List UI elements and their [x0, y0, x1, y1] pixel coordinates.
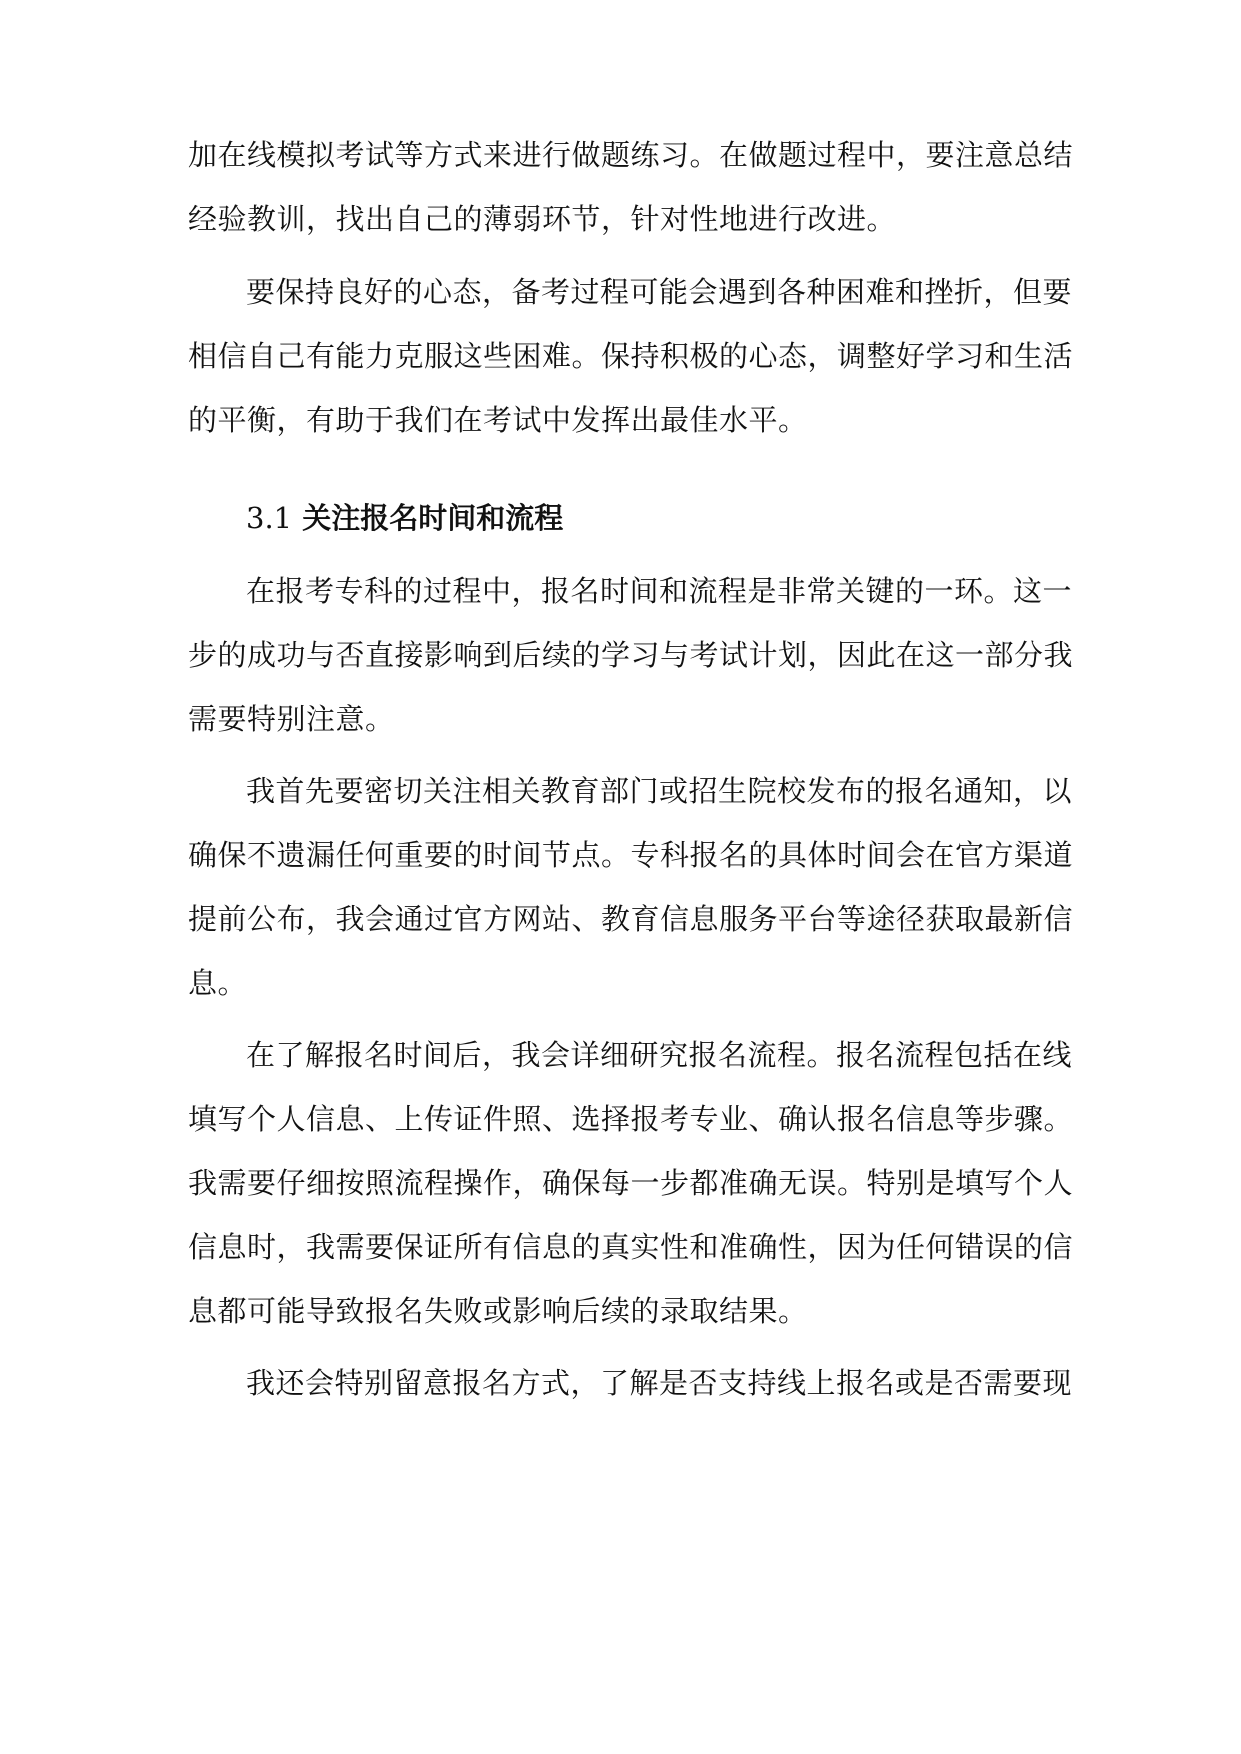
paragraph-line: 需要特别注意。 [188, 702, 395, 736]
paragraph-line: 的平衡，有助于我们在考试中发挥出最佳水平。 [188, 403, 808, 437]
section-number: 3.1 [246, 501, 293, 535]
paragraph-line: 我还会特别留意报名方式，了解是否支持线上报名或是否需要现 [246, 1366, 1073, 1400]
paragraph-line: 我首先要密切关注相关教育部门或招生院校发布的报名通知，以 [246, 774, 1073, 808]
paragraph-line: 要保持良好的心态，备考过程可能会遇到各种困难和挫折，但要 [246, 275, 1073, 309]
paragraph-line: 我需要仔细按照流程操作，确保每一步都准确无误。特别是填写个人 [188, 1166, 1074, 1200]
paragraph-line: 在报考专科的过程中，报名时间和流程是非常关键的一环。这一 [246, 574, 1073, 608]
paragraph-line: 在了解报名时间后，我会详细研究报名流程。报名流程包括在线 [246, 1038, 1073, 1072]
paragraph-line: 经验教训，找出自己的薄弱环节，针对性地进行改进。 [188, 202, 897, 236]
paragraph-line: 信息时，我需要保证所有信息的真实性和准确性，因为任何错误的信 [188, 1230, 1074, 1264]
paragraph-line: 提前公布，我会通过官方网站、教育信息服务平台等途径获取最新信 [188, 902, 1074, 936]
paragraph-line: 步的成功与否直接影响到后续的学习与考试计划，因此在这一部分我 [188, 638, 1074, 672]
section-heading [246, 500, 563, 536]
paragraph-line: 加在线模拟考试等方式来进行做题练习。在做题过程中，要注意总结 [188, 138, 1074, 172]
paragraph-line: 确保不遗漏任何重要的时间节点。专科报名的具体时间会在官方渠道 [188, 838, 1074, 872]
paragraph-line: 相信自己有能力克服这些困难。保持积极的心态，调整好学习和生活 [188, 339, 1074, 373]
section-title: 关注报名时间和流程 [302, 501, 564, 535]
paragraph-line: 息。 [188, 966, 248, 1000]
paragraph-line: 息都可能导致报名失败或影响后续的录取结果。 [188, 1294, 808, 1328]
paragraph-line: 填写个人信息、上传证件照、选择报考专业、确认报名信息等步骤。 [188, 1102, 1074, 1136]
